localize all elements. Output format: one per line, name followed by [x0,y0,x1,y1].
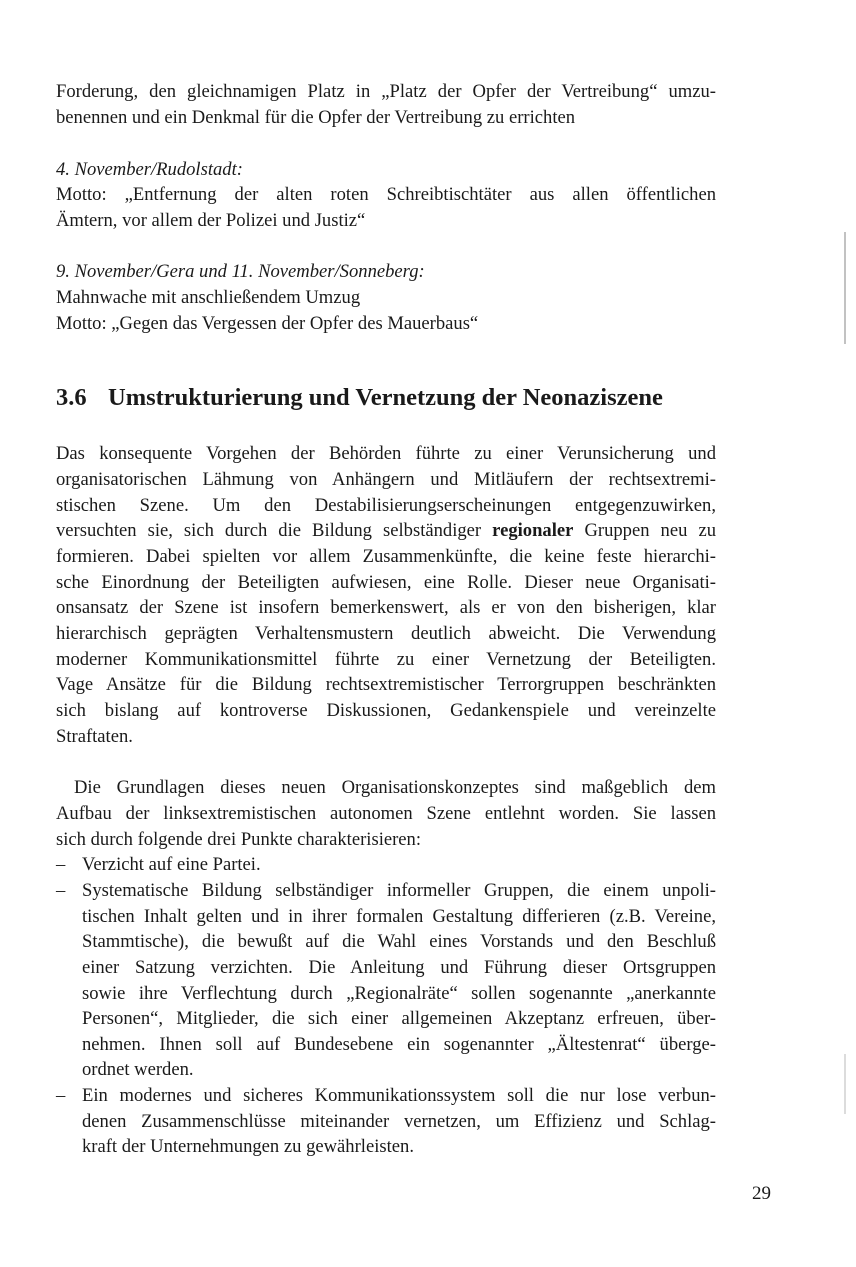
list-item-line: tischen Inhalt gelten und in ihrer formalen Gestaltung differieren (z.B. Vereine, [82,906,716,927]
list-bullet: – [56,854,66,875]
section-number: 3.6 [56,384,87,411]
list-item-line: sowie ihre Verflechtung durch „Regionalräte“ sollen sogenannte „anerkannte [82,983,716,1004]
text-line: organisatorischen Lähmung von Anhängern und Mitläufern der rechtsextremi- [56,469,716,490]
emphasized-word: regionaler [492,520,574,541]
list-item-line: einer Satzung verzichten. Die Anleitung und Führung dieser Ortsgruppen [82,957,716,978]
list-item-line: denen Zusammenschlüsse miteinander vernetzen, um Effizienz und Schlag- [82,1111,716,1132]
text-line: Aufbau der linksextremistischen autonomen Szene entlehnt worden. Sie lassen [56,803,716,824]
scan-edge-mark [844,1054,846,1114]
text-line: Mahnwache mit anschließendem Umzug [56,287,361,308]
text-line: Das konsequente Vorgehen der Behörden führte zu einer Verunsicherung und [56,443,716,464]
section-heading [56,384,663,412]
list-item-line: Ein modernes und sicheres Kommunikationssystem soll die nur lose verbun- [82,1085,716,1106]
text-line: moderner Kommunikationsmittel führte zu einer Vernetzung der Beteiligten. [56,649,716,670]
text-segment: versuchten sie, sich durch die Bildung selbständiger [56,520,482,541]
list-bullet: – [56,880,66,901]
text-line: Die Grundlagen dieses neuen Organisationskonzeptes sind maßgeblich dem [74,777,716,798]
page-number: 29 [752,1183,771,1204]
text-line: sich bislang auf kontroverse Diskussionen, Gedankenspiele und vereinzelte [56,700,716,721]
scan-edge-mark [844,232,846,344]
list-item-line: Stammtische), die bewußt auf die Wahl eines Vorstands und den Beschluß [82,931,716,952]
list-item-line: Systematische Bildung selbständiger informeller Gruppen, die einem unpoli- [82,880,716,901]
text-line: Straftaten. [56,726,133,747]
section-title: Umstrukturierung und Vernetzung der Neonaziszene [108,384,663,411]
entry-date: 9. November/Gera und 11. November/Sonneberg: [56,261,425,282]
text-line: sche Einordnung der Beteiligten aufwiesen, eine Rolle. Dieser neue Organisati- [56,572,716,593]
text-line: Ämtern, vor allem der Polizei und Justiz“ [56,210,366,231]
text-line: Forderung, den gleichnamigen Platz in „Platz der Opfer der Vertreibung“ umzu- [56,81,716,102]
entry-date: 4. November/Rudolstadt: [56,159,243,180]
list-item: Verzicht auf eine Partei. [82,854,261,875]
text-line: formieren. Dabei spielten vor allem Zusammenkünfte, die keine feste hierarchi- [56,546,716,567]
text-line [56,519,716,543]
list-bullet: – [56,1085,66,1106]
list-item-line: Personen“, Mitglieder, die sich einer allgemeinen Akzeptanz erfreuen, über- [82,1008,716,1029]
text-line: stischen Szene. Um den Destabilisierungserscheinungen entgegenzuwirken, [56,495,716,516]
text-line: hierarchisch geprägten Verhaltensmustern deutlich abweicht. Die Verwendung [56,623,716,644]
text-line: Motto: „Gegen das Vergessen der Opfer des Mauerbaus“ [56,313,479,334]
list-item-line: kraft der Unternehmungen zu gewährleisten. [82,1136,414,1157]
text-segment: Gruppen neu zu [584,520,716,541]
text-line: sich durch folgende drei Punkte charakterisieren: [56,829,422,850]
text-line: Motto: „Entfernung der alten roten Schreibtischtäter aus allen öffentlichen [56,184,716,205]
text-line: Vage Ansätze für die Bildung rechtsextremistischer Terrorgruppen beschränkten [56,674,716,695]
list-item-line: ordnet werden. [82,1059,194,1080]
text-line: onsansatz der Szene ist insofern bemerkenswert, als er von den bisherigen, klar [56,597,716,618]
list-item-line: nehmen. Ihnen soll auf Bundesebene ein sogenannter „Ältestenrat“ überge- [82,1034,716,1055]
text-line: benennen und ein Denkmal für die Opfer der Vertreibung zu errichten [56,107,576,128]
